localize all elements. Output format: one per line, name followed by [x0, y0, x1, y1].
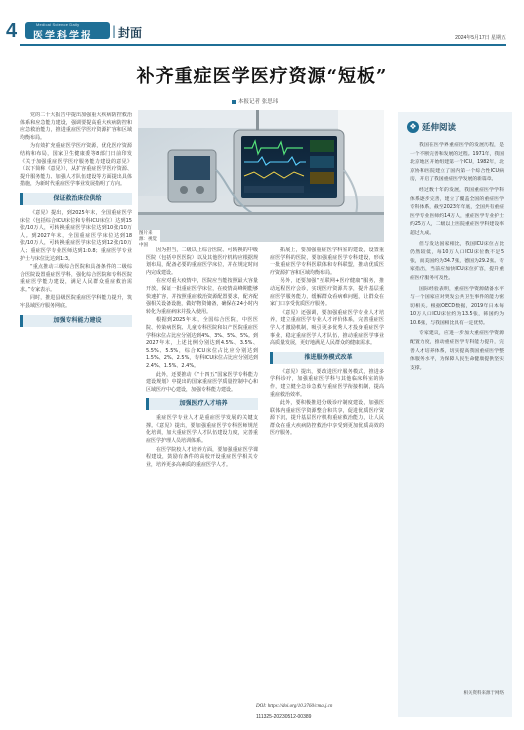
paragraph: “重点推动三级综合医院和具备条件的二级综合医院设置重症医学科，强化综合医院和专科医院重症医学能力建设，满足人民群众重症救治需求。”专家表示。	[20, 264, 132, 293]
article-id: 111325-20230512-00389	[256, 714, 312, 720]
header-separator: |	[112, 24, 117, 38]
sidebar-paragraph: 专家建议，应进一步加大重症医学资源配置力度，推动重症医学专科能力提升，完善人才培养体系，切实提高我国重症医学整体服务水平，为保障人民生命健康提供坚实支撑。	[410, 331, 504, 371]
sidebar-source: 相关资料来源于网络	[463, 691, 504, 696]
section-subhead: 加强专科能力建设	[20, 315, 132, 327]
article-byline	[232, 97, 278, 105]
sidebar-body	[410, 142, 504, 672]
paragraph: 在医学院校人才培养方面，要加强重症医学课程建设，鼓励有条件的高校开设重症医学相关专业，培养更多高素质的重症医学人才。	[146, 446, 258, 468]
issue-date: 2024年5月17日 星期五	[455, 35, 506, 41]
masthead-title: 医学科学报	[33, 31, 93, 42]
paragraph: 此外，还要推动《“十四五”国家医学专科能力建设规划》中提出的国家重症医学质量控制中心和区域医疗中心建设，加强专科能力建设。	[146, 371, 258, 393]
section-label: 封面	[118, 26, 143, 40]
paragraph: 重症医学专业人才是重症医学发展的关键支撑。《意见》提出，要加强重症医学专科医师规范化培训，加大重症医学人才队伍建设力度，完善重症医学护理人员培训体系。	[146, 415, 258, 445]
paragraph: 《意见》提出，到2025年末，全国重症医学床位（包括综合ICU床位和专科ICU床位）达到15张/10万人，可转换重症医学床位达到10张/10万人。到2027年末，全国重症医学床位达到18张/10万人，可转换重症医学床位达到12张/10万人；重症医学专业医师达到1:0.8；重症医学专业护士与床位比达到1:3。	[20, 209, 132, 262]
article-title: 补齐重症医学医疗资源“短板”	[136, 66, 388, 87]
paragraph: 《意见》提出，要改进医疗服务模式，推进多学科诊疗，加强重症医学科与其他临床科室的协作，建立健全急诊急救与重症医学衔接机制，提高重症救治效率。	[270, 368, 384, 398]
extended-reading-sidebar	[398, 112, 512, 717]
article-column-3	[270, 247, 384, 697]
paragraph: 因为担当，二级以上综合医院、可转换的中级医院（包括中医医院）以及其他医疗机构应根据规划布局，配备必要的重症医学床位，并在规定时间内完成建设。	[146, 247, 258, 276]
sidebar-paragraph: 经过数十年的发展，我国重症医学学科体系逐步完善，建立了覆盖全国的重症医学专科体系，截至2023年年底，全国共有重症医学专业医师约14万人，重症医学专业护士约25万人，二级以上医院重症医学科建设率超过九成。	[410, 187, 504, 236]
header-rule	[20, 44, 506, 46]
page-number: 4	[6, 20, 18, 42]
paragraph: 在应对重大疫情中，医院应当能按照最大容量开放，保证一批重症医学床位，在疫情高峰期能够快速扩容，并按照重症救治资源配置要求，配齐配强相关设备设施，做好物资储备，确保在24小时内转化为重症病床并投入使用。	[146, 278, 258, 315]
paragraph: 同时，推进县级医院重症医学科能力提升，筑牢县域医疗服务网底。	[20, 295, 132, 310]
doi-link[interactable]: DOI: https://doi.org/10.3760/cma.j.cn	[256, 704, 333, 709]
paragraph: 为有效扩充重症医学医疗资源，优化医疗资源结构和布局，国家卫生健康委等8部门日前印发《关于加强重症医学医疗服务能力建设的意见》（以下简称《意见》），从扩容重症医学医疗资源、提升服务能力、加强人才队伍建设等方面提出具体措施，为新时代重症医学事业发展指明了方向。	[20, 143, 132, 188]
sidebar-paragraph: 国际经验表明，重症医学资源储备水平与一个国家应对突发公共卫生事件的能力密切相关。根据OECD数据，2019年日本每10万人口ICU床位约为13.5张，韩国约为10.6张，与我国相比具有一定优势。	[410, 286, 504, 326]
sidebar-paragraph: 但与发达国家相比，我国ICU床位占比仍然较低，每10万人口ICU床位数不足5张，而美国约为34.7张，德国为29.2张。专家指出，当前应加快ICU床位扩容，提升重症医疗服务可及性。	[410, 241, 504, 281]
section-subhead: 推进服务模式改革	[270, 352, 384, 364]
article-column-1	[20, 112, 132, 717]
section-subhead: 加强医疗人才培养	[146, 398, 258, 410]
byline-text: 本报记者 张思玮	[238, 99, 279, 105]
paragraph: 根据到2025年末，全国综合医院，中医医院、传染病医院、儿童专科医院和妇产医院重症医学科床位占比应分别达到4%、3%、5%、5%。到2027年末，上述比例分别达到4.5%、3.5%、5.5%、5.5%，综合ICU床位占比应分别达到1.5%、2%、2.5%，专科ICU床位占比应分别达到2.4%、1.5%、2.4%。	[146, 317, 258, 369]
paragraph: 拓展上，要加强重症医学科室的建设，设置重症医学科的医院，要加强重症医学专科建设，形成一批重症医学专科医联体和专科联盟，推动优质医疗资源扩容和区域均衡布局。	[270, 247, 384, 276]
page-header	[0, 0, 524, 46]
paragraph: 另外，还要加强“互联网+医疗健康”服务，推动远程医疗会诊，实现医疗资源共享，提升基层重症医学服务能力，缓解群众看病难问题，让群众在家门口享受优质医疗服务。	[270, 278, 384, 308]
byline-marker	[232, 100, 236, 104]
sidebar-title: 延伸阅读	[422, 123, 457, 133]
paragraph: 此外，要积极推进分级诊疗制度建设，加强医联体内重症医学资源整合和共享，促进优质医疗资源下沉，提升基层医疗机构重症救治能力，让人民群众在重大疾病防控救治中享受到更加优质高效的医疗服务。	[270, 400, 384, 437]
article-photo	[138, 110, 384, 242]
book-icon: ❖	[407, 121, 419, 133]
paragraph: 党的二十大报告中提出加强重大疾病防控救治体系和应急能力建设，强调要提高重大疾病防控和应急救治能力，推进重症医学医疗资源扩容和区域均衡布局。	[20, 112, 132, 141]
article-column-2	[146, 247, 258, 717]
sidebar-paragraph: 我国在医学界重症医学的发展历程，是一个不断完善和发展的过程。1971年，我国北京地区开始组建第一个ICU，1982年，北京协和医院建立了国内第一个综合性ICU病房，开启了我国重症医学发展的新篇章。	[410, 143, 504, 183]
photo-caption: 图片来源：视觉中国	[138, 230, 160, 246]
paragraph: 《意见》还强调，要加强重症医学专业人才培养，建立重症医学专业人才评价体系，完善重症医学人才激励机制，吸引更多优秀人才投身重症医学事业，稳定重症医学人才队伍，推动重症医学事业高质量发展，更好地满足人民群众的健康需求。	[270, 309, 384, 347]
masthead-english: Medical Science Daily	[36, 22, 80, 27]
section-subhead: 保证救治床位供给	[20, 193, 132, 205]
